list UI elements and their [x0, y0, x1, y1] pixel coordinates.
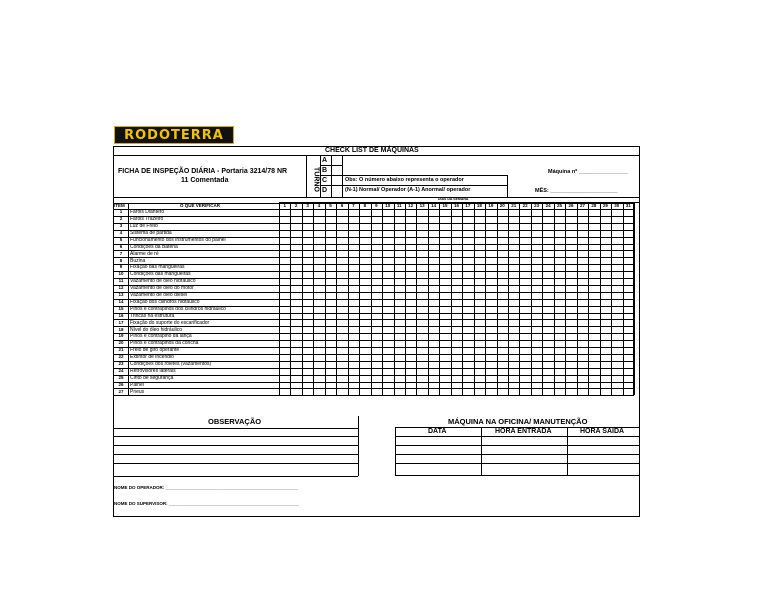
table-top-line — [113, 203, 634, 204]
turno-b: B — [322, 167, 328, 174]
day-col-line — [508, 202, 509, 395]
checklist-title: CHECK LIST DE MÁQUINAS — [325, 147, 419, 154]
header-bottom-line — [113, 197, 640, 198]
day-number: 16 — [453, 203, 459, 208]
day-number: 11 — [396, 203, 402, 208]
row-line — [113, 244, 634, 245]
item-description: Buzina — [130, 257, 146, 264]
row-line — [113, 368, 634, 369]
obs-writing-line-5[interactable] — [113, 476, 358, 477]
item-description: Fixação das mangueiras — [130, 264, 185, 271]
item-number: 3 — [119, 223, 123, 228]
item-description: Condições das mangueiras — [130, 271, 191, 278]
day-number: 10 — [385, 203, 391, 208]
item-description: Nível do óleo hidráulico — [130, 326, 182, 333]
item-number: 10 — [118, 271, 124, 277]
day-number: 25 — [557, 203, 563, 208]
day-col-line — [382, 202, 383, 395]
item-number: 11 — [118, 278, 124, 284]
day-col-line — [405, 202, 406, 395]
day-col-line — [462, 202, 463, 395]
day-number: 31 — [625, 203, 631, 208]
day-col-line — [451, 202, 452, 395]
mes-field[interactable]: MÊS: ______________________ — [535, 188, 618, 194]
item-number: 4 — [119, 229, 123, 235]
obs-writing-line-4[interactable] — [113, 463, 358, 464]
manutencao-row-2[interactable] — [395, 454, 640, 455]
item-description: Alarme de ré — [130, 250, 159, 257]
item-number: 26 — [118, 381, 124, 387]
day-col-line — [588, 202, 589, 395]
row-line — [113, 395, 634, 396]
item-number: 25 — [118, 374, 124, 380]
logo-text: RODOTERRA — [124, 127, 224, 143]
item-description: Trincas na estrutura — [130, 312, 175, 319]
item-number: 1 — [119, 209, 123, 215]
col-hora-entrada: HORA ENTRADA — [495, 428, 552, 435]
item-number: 6 — [119, 243, 123, 249]
item-number: 14 — [118, 298, 124, 304]
item-description: Vazamento de óleo hidráulico — [130, 278, 196, 285]
observacao-title: OBSERVAÇÃO — [208, 417, 262, 426]
row-line — [113, 326, 634, 327]
manutencao-title: MÁQUINA NA OFICINA/ MANUTENÇÃO — [448, 417, 588, 426]
item-description: Pinos e contrapinos dos cilindros hidráulico — [130, 305, 226, 312]
day-number: 27 — [579, 203, 585, 208]
supervisor-signature[interactable]: NOME DO SUPERVISOR: ____________________________________________________ — [114, 501, 300, 506]
item-number: 13 — [118, 292, 124, 297]
turno-line-2 — [320, 175, 507, 176]
day-col-line — [394, 202, 395, 395]
row-line — [113, 264, 634, 265]
day-number: 28 — [591, 203, 597, 208]
day-number: 19 — [488, 203, 494, 208]
turno-line-3 — [320, 185, 507, 186]
turno-label: TURNO — [312, 167, 320, 192]
day-col-line — [313, 202, 314, 395]
day-number: 7 — [352, 203, 355, 208]
item-description: Funcionamento dos instrumentos do painel — [130, 236, 226, 243]
day-col-line — [290, 202, 291, 395]
row-line — [113, 292, 634, 293]
row-line — [113, 223, 634, 224]
item-description: Cinto de segurança — [130, 374, 174, 381]
day-number: 18 — [476, 203, 482, 208]
item-number: 18 — [118, 326, 124, 332]
item-description: Freio de giro operante — [130, 347, 180, 354]
dias-label: DIAS DA SEMANA — [438, 196, 469, 201]
item-description: Pinos e contrapino da lança — [130, 333, 192, 340]
item-header: ITEM — [114, 203, 125, 208]
day-number: 29 — [602, 203, 608, 208]
day-col-line — [634, 202, 635, 395]
obs-writing-line-2[interactable] — [113, 445, 358, 446]
item-number: 21 — [118, 347, 124, 353]
item-description: Fixação do suporte do escarificador — [130, 319, 210, 326]
item-description: Luz de Freio — [130, 223, 158, 229]
verificar-header: O QUE VERIFICAR — [180, 203, 221, 208]
row-line — [113, 347, 634, 348]
item-description: Condições dos roletes (vazamentos) — [130, 361, 212, 367]
day-col-line — [577, 202, 578, 395]
day-col-line — [565, 202, 566, 395]
day-number: 8 — [363, 203, 367, 208]
row-line — [113, 388, 634, 389]
item-number: 2 — [119, 216, 123, 222]
item-description: Pneus — [130, 388, 145, 395]
col-data: DATA — [428, 428, 447, 435]
manutencao-row-3[interactable] — [395, 463, 640, 464]
day-col-line — [416, 202, 417, 395]
form-title-line2: 11 Comentada — [181, 177, 229, 184]
day-number: 14 — [431, 203, 437, 208]
item-number: 8 — [119, 257, 123, 263]
turno-box-right — [342, 155, 343, 197]
day-col-line — [531, 202, 532, 395]
day-col-line — [279, 202, 280, 395]
day-number: 13 — [419, 203, 425, 208]
maquina-field[interactable]: Máquina nº ________________ — [548, 169, 628, 175]
form-title-line1: FICHA DE INSPEÇÃO DIÁRIA - Portaria 3214/78 NR — [118, 168, 288, 175]
col-hora-saida: HORA SAIDA — [580, 428, 625, 435]
day-number: 26 — [568, 203, 574, 208]
obs-line-1 — [113, 428, 358, 429]
day-col-line — [336, 202, 337, 395]
row-line — [113, 230, 634, 231]
day-col-line — [623, 202, 624, 395]
day-number: 2 — [294, 203, 298, 208]
item-description: Condições da Bateria — [130, 243, 178, 250]
item-description: Painel — [130, 381, 144, 388]
item-number: 24 — [118, 367, 124, 373]
row-line — [113, 250, 634, 251]
day-number: 20 — [499, 203, 505, 208]
obs-writing-line-1[interactable] — [113, 436, 358, 437]
item-number: 7 — [119, 250, 123, 256]
day-col-line — [554, 202, 555, 395]
item-number: 22 — [118, 354, 124, 360]
day-number: 17 — [465, 203, 471, 208]
row-line — [113, 216, 634, 217]
day-col-line — [611, 202, 612, 395]
day-number: 21 — [511, 203, 517, 208]
day-col-line — [474, 202, 475, 395]
item-number: 27 — [118, 388, 124, 394]
turno-d: D — [322, 187, 328, 194]
day-number: 5 — [329, 203, 332, 208]
obs-box-right — [507, 175, 508, 197]
turno-divider — [306, 155, 307, 197]
item-number: 19 — [118, 333, 124, 339]
day-number: 6 — [340, 203, 344, 208]
item-col-line — [128, 203, 129, 395]
item-number: 15 — [118, 305, 124, 311]
day-col-line — [359, 202, 360, 395]
day-col-line — [519, 202, 520, 395]
day-col-line — [542, 202, 543, 395]
day-col-line — [439, 202, 440, 395]
day-number: 3 — [306, 203, 309, 208]
item-description: Farois Diantero — [130, 209, 165, 216]
day-col-line — [325, 202, 326, 395]
item-description: Vazamento de óleo diesel — [130, 292, 188, 298]
turno-a: A — [322, 157, 328, 164]
day-col-line — [485, 202, 486, 395]
manutencao-col-1 — [481, 427, 482, 476]
item-description: Fixação dos cilindros hidráulico — [130, 298, 200, 305]
row-line — [113, 313, 634, 314]
turno-letter-right — [331, 155, 332, 197]
operador-signature[interactable]: NOME DO OPERADOR: _____________________________________________________ — [114, 485, 299, 490]
day-number: 23 — [534, 203, 540, 208]
day-number: 4 — [317, 203, 321, 208]
table-header-line — [113, 209, 634, 210]
day-number: 15 — [442, 203, 448, 208]
item-number: 17 — [118, 319, 124, 325]
manutencao-col-2 — [567, 427, 568, 476]
obs-writing-line-3[interactable] — [113, 454, 358, 455]
item-description: Retrovisores laterais — [130, 367, 176, 374]
row-line — [113, 271, 634, 272]
observacao-right — [358, 416, 359, 476]
item-description: Farois Trazeiro — [130, 216, 164, 223]
day-number: 30 — [614, 203, 620, 208]
item-description: Sistema de partida — [130, 229, 172, 236]
day-number: 9 — [375, 203, 378, 208]
item-description: Pinos e contrapinos da concha — [130, 340, 199, 347]
day-number: 22 — [522, 203, 528, 208]
item-number: 23 — [118, 361, 124, 366]
day-col-line — [302, 202, 303, 395]
item-number: 5 — [119, 236, 123, 242]
day-col-line — [348, 202, 349, 395]
item-number: 16 — [118, 312, 124, 318]
day-col-line — [371, 202, 372, 395]
day-number: 1 — [283, 203, 286, 208]
turno-letter-left — [320, 155, 321, 197]
day-number: 24 — [545, 203, 551, 208]
day-col-line — [497, 202, 498, 395]
day-number: 12 — [408, 203, 414, 208]
obs-line2: (N-1) Normal/ Operador (A-1) Anormal/ operador — [345, 187, 471, 193]
item-description: Vazamento de óleo do motor — [130, 285, 194, 292]
turno-line-1 — [320, 165, 342, 166]
manutencao-header-line — [395, 436, 640, 437]
day-col-line — [600, 202, 601, 395]
turno-c: C — [322, 177, 328, 184]
item-number: 12 — [118, 285, 124, 291]
title-row-line — [113, 155, 640, 156]
day-col-line — [428, 202, 429, 395]
row-line — [113, 354, 634, 355]
manutencao-row-1[interactable] — [395, 445, 640, 446]
obs-line1: Obs: O número abaixo representa o operador — [345, 177, 464, 183]
row-line — [113, 375, 634, 376]
item-number: 20 — [118, 340, 124, 346]
row-line — [113, 382, 634, 383]
item-description: Extintor de incêndio — [130, 354, 174, 361]
row-line — [113, 257, 634, 258]
item-number: 9 — [119, 264, 123, 270]
